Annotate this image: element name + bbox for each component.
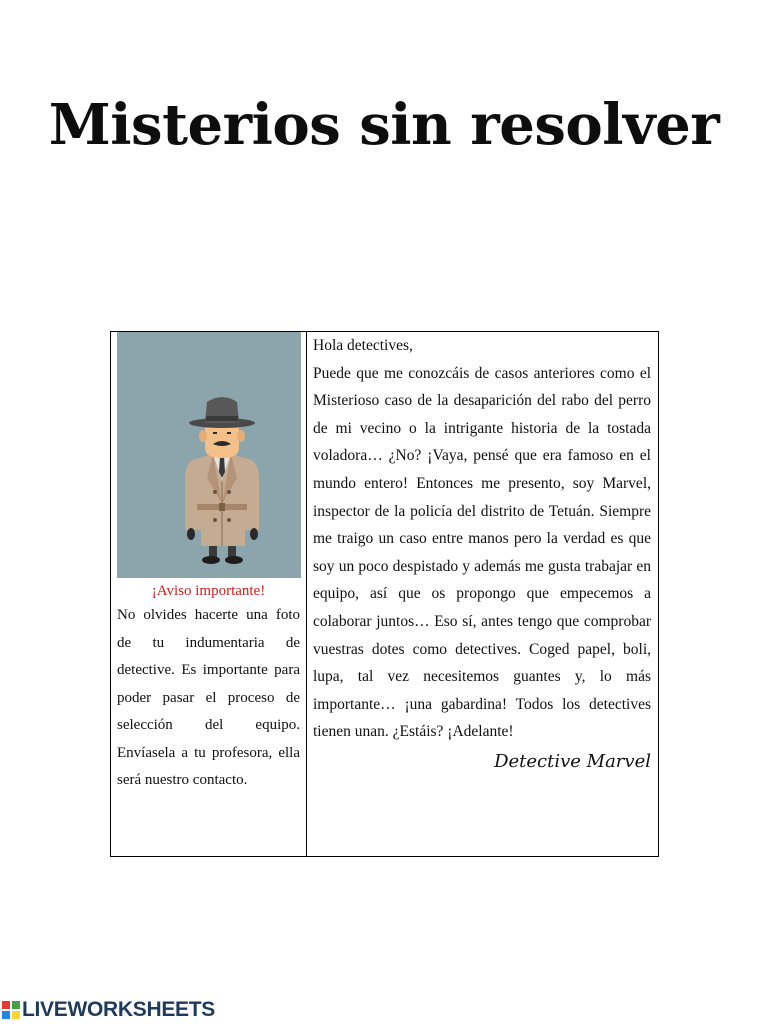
notice-column — [111, 332, 307, 856]
letter-column — [307, 332, 658, 856]
notice-heading: ¡Aviso importante! — [151, 583, 266, 599]
letter-body: Puede que me conozcáis de casos anteriores como el Misterioso caso de la desaparición del rabo del perro de mi vecino o la intrigante historia de la tostada voladora… ¿No? ¡Vaya, pensé que era famoso en el mundo entero! Entonces me presento, soy Marvel, inspector de la policía del distrito de Tetuán. Siempre me traigo un caso entre manos pero la verdad es que soy un poco despistado y además me gusta trabajar en equipo, así que os propongo que empecemos a colaborar juntos… Eso sí, antes tengo que comprobar vuestras dotes como detectives. Coged papel, boli, lupa, tal vez necesitemos guantes y, lo más importante… ¡una gabardina! Todos los detectives tienen unan. ¿Estáis? ¡Adelante! — [313, 364, 651, 741]
detective-illustration — [117, 332, 301, 578]
brand-name: LIVEWORKSHEETS — [22, 998, 215, 1021]
liveworksheets-logo-icon — [2, 1001, 20, 1019]
signature: Detective Marvel — [494, 750, 651, 772]
letter-greeting: Hola detectives, — [313, 337, 413, 354]
notice-text: No olvides hacerte una foto de tu indumentaria de detective. Es importante para poder pasar el proceso de selección del equipo. Envíasela a tu profesora, ella será nuestro contacto. — [117, 607, 300, 788]
story-card — [110, 331, 659, 857]
page-title: Misterios sin resolver — [48, 92, 720, 158]
liveworksheets-logo[interactable] — [2, 997, 215, 1023]
letter — [313, 332, 651, 746]
